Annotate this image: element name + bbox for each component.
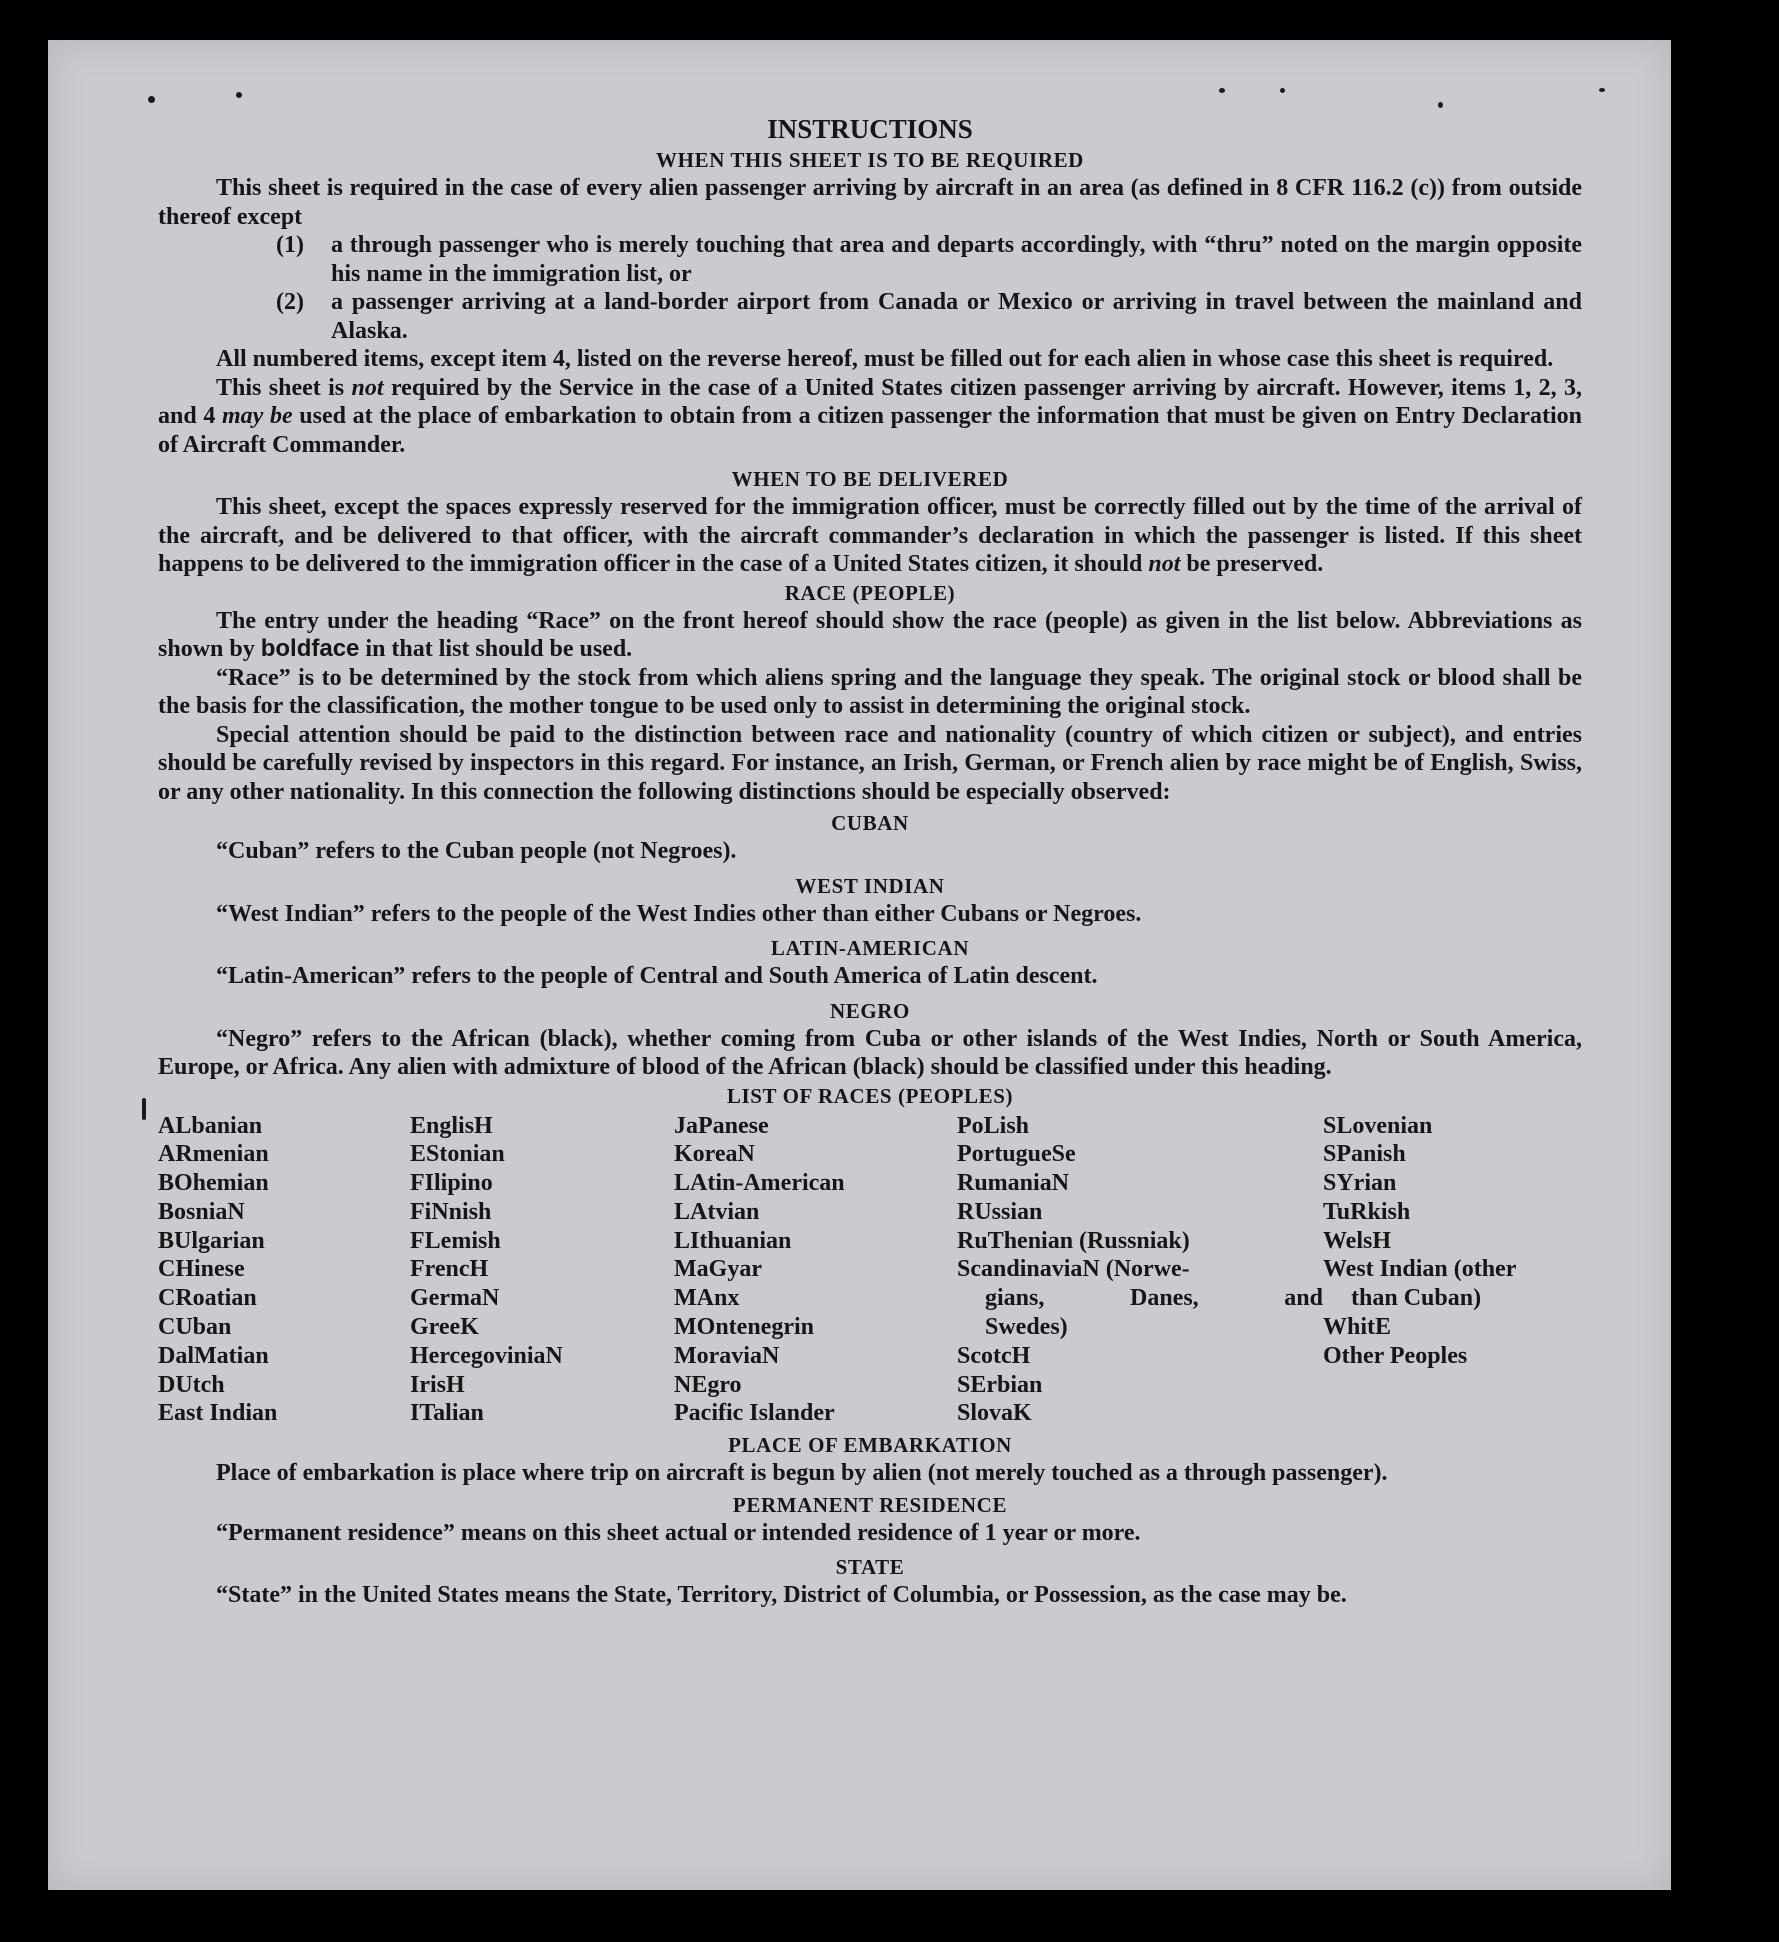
para3-part-c: used at the place of embarkation to obtain from a citizen passenger the information that must be given on Entry Declaration of Aircraft Commander. xyxy=(158,403,1582,458)
exception-item xyxy=(276,231,1582,288)
delivered-not-emphasis: not xyxy=(1148,551,1181,577)
para3-maybe-emphasis: may be xyxy=(222,403,293,429)
para3-part-a: This sheet is xyxy=(216,374,352,401)
exception-text: a passenger arriving at a land-border airport from Canada or Mexico or arriving in travel between the mainland and Alaska. xyxy=(331,289,1582,344)
heading-state: STATE xyxy=(835,1555,905,1580)
race-entry: RumaniaN xyxy=(957,1170,1070,1197)
heading-west-indian: WEST INDIAN xyxy=(795,873,945,898)
race-entry: MAnx xyxy=(674,1285,740,1312)
race-para2: “Race” is to be determined by the stock from which aliens spring and the language they speak. The original stock or blood shall be the basis for the classification, the mother tongue to be used only to assist in determining the original stock. xyxy=(158,664,1582,719)
race-entry: RuThenian (Russniak) xyxy=(957,1227,1190,1254)
race-entry: NEgro xyxy=(674,1371,742,1398)
race-boldface-word: boldface xyxy=(260,635,360,662)
race-para3: Special attention should be paid to the distinction between race and nationality (country of which citizen or subject), and entries should be carefully revised by inspectors in this regard. For instance, an Irish, German, or French alien by race might be of English, Swiss, or any other nationality. In this connection the following distinctions should be especially observed: xyxy=(158,721,1582,805)
scan-speck xyxy=(142,1098,146,1120)
race-entry: FIlipino xyxy=(410,1170,493,1197)
heading-latin-american: LATIN-AMERICAN xyxy=(770,936,970,960)
race-entry: IrisH xyxy=(410,1371,465,1398)
race-entry: FLemish xyxy=(410,1227,501,1254)
instructions-content xyxy=(158,112,1582,1610)
race-entry: DalMatian xyxy=(158,1342,269,1369)
scan-speck xyxy=(148,96,155,103)
when-required-para3 xyxy=(158,374,1582,460)
race-entry: ALbanian xyxy=(158,1112,263,1139)
race-entry: LAtin-American xyxy=(674,1170,845,1197)
heading-place-of-embarkation: PLACE OF EMBARKATION xyxy=(728,1433,1012,1458)
when-required-para2: All numbered items, except item 4, listed on the reverse hereof, must be filled out for each alien in whose case this sheet is required. xyxy=(216,346,1554,372)
race-entry: Pacific Islander xyxy=(674,1400,835,1427)
heading-race: RACE (PEOPLE) xyxy=(784,580,956,605)
race-entry: East Indian xyxy=(158,1400,278,1427)
heading-list-of-races: LIST OF RACES (PEOPLES) xyxy=(726,1083,1014,1108)
race-entry: GreeK xyxy=(410,1314,479,1341)
race-entry: BosniaN xyxy=(158,1198,245,1225)
race-entry: SPanish xyxy=(1323,1141,1406,1168)
latin-american-text: “Latin-American” refers to the people of Central and South America of Latin descent. xyxy=(216,963,1098,989)
cuban-text: “Cuban” refers to the Cuban people (not Negroes). xyxy=(216,838,737,864)
race-entry: GermaN xyxy=(410,1285,500,1312)
race-entry-continued: gians, Danes, and xyxy=(985,1285,1323,1312)
races-column-5 xyxy=(1323,1112,1582,1429)
race-para1 xyxy=(158,607,1582,664)
exception-item xyxy=(276,288,1582,345)
exception-number: (1) xyxy=(276,232,304,258)
race-entry: CRoatian xyxy=(158,1285,257,1312)
negro-text: “Negro” refers to the African (black), whether coming from Cuba or other islands of the West Indies, North or South America, Europe, or Africa. Any alien with admixture of blood of the African (black) should be classified under this heading. xyxy=(158,1025,1582,1080)
delivered-part-a: This sheet, except the spaces expressly reserved for the immigration officer, must be correctly filled out by the time of the arrival of the aircraft, and be delivered to that officer, with the aircraft commander’s declaration in which the passenger is listed. If this sheet happens to be delivered to the immigration officer in the case of a United States citizen, it should xyxy=(158,494,1582,577)
race-entry: HercegoviniaN xyxy=(410,1342,563,1369)
race-entry: West Indian (other xyxy=(1323,1256,1517,1283)
para3-not-emphasis: not xyxy=(351,374,384,401)
race-para1-part-a: The entry under the heading “Race” on the front hereof should show the race (people) as given in the list below. Abbreviations as shown by xyxy=(158,607,1582,662)
document-page xyxy=(48,40,1671,1890)
para3-part-b: required by the Service in the case of a United States citizen passenger arriving by aircraft. However, items 1, 2, 3, and 4 xyxy=(158,374,1583,429)
race-entry: CHinese xyxy=(158,1256,245,1283)
race-entry: ARmenian xyxy=(158,1141,269,1168)
page-title: INSTRUCTIONS xyxy=(767,114,973,144)
when-delivered-text xyxy=(158,493,1582,579)
scan-speck xyxy=(1438,102,1443,108)
race-entry: FrencH xyxy=(410,1256,489,1283)
scan-speck xyxy=(1280,88,1285,93)
race-entry: JaPanese xyxy=(674,1112,769,1139)
scan-speck xyxy=(1599,88,1605,92)
race-entry: KoreaN xyxy=(674,1141,755,1168)
race-entry: WhitE xyxy=(1323,1314,1392,1341)
race-entry: BUlgarian xyxy=(158,1227,265,1254)
race-entry: SErbian xyxy=(957,1371,1043,1398)
races-column-2 xyxy=(410,1112,674,1429)
state-text: “State” in the United States means the State, Territory, District of Columbia, or Possession, as the case may be. xyxy=(216,1582,1347,1609)
race-entry: MoraviaN xyxy=(674,1342,780,1369)
place-of-embarkation-text: Place of embarkation is place where trip on aircraft is begun by alien (not merely touched as a through passenger). xyxy=(216,1460,1388,1487)
race-entry: EStonian xyxy=(410,1141,505,1168)
race-entry: TuRkish xyxy=(1323,1198,1411,1225)
race-entry: MOntenegrin xyxy=(674,1314,814,1341)
races-column-1 xyxy=(158,1112,410,1429)
race-entry: Other Peoples xyxy=(1323,1342,1468,1369)
west-indian-text: “West Indian” refers to the people of the West Indies other than either Cubans or Negroes. xyxy=(216,900,1142,927)
race-entry: ITalian xyxy=(410,1400,484,1427)
heading-permanent-residence: PERMANENT RESIDENCE xyxy=(732,1492,1008,1517)
race-entry: MaGyar xyxy=(674,1256,762,1283)
heading-when-delivered: WHEN TO BE DELIVERED xyxy=(731,467,1009,491)
heading-when-required: WHEN THIS SHEET IS TO BE REQUIRED xyxy=(656,148,1084,172)
exception-number: (2) xyxy=(276,289,304,315)
races-column-4 xyxy=(957,1112,1323,1429)
race-entry: LAtvian xyxy=(674,1198,760,1225)
races-column-3 xyxy=(674,1112,957,1429)
race-entry: PortugueSe xyxy=(957,1141,1076,1168)
race-entry: EnglisH xyxy=(410,1112,493,1139)
race-para1-part-b: in that list should be used. xyxy=(359,636,633,662)
scan-speck xyxy=(236,92,242,98)
race-entry: CUban xyxy=(158,1314,232,1341)
race-entry: DUtch xyxy=(158,1371,225,1398)
delivered-part-b: be preserved. xyxy=(1180,551,1324,577)
scan-speck xyxy=(1219,88,1225,93)
exception-text: a through passenger who is merely touching that area and departs accordingly, with “thru” noted on the margin opposite his name in the immigration list, or xyxy=(331,232,1582,287)
race-entry: LIthuanian xyxy=(674,1227,792,1254)
race-entry-continued: Swedes) xyxy=(985,1314,1068,1341)
race-entry: RUssian xyxy=(957,1198,1043,1225)
permanent-residence-text: “Permanent residence” means on this sheet actual or intended residence of 1 year or more. xyxy=(216,1519,1141,1546)
race-entry: BOhemian xyxy=(158,1170,269,1197)
race-entry: SlovaK xyxy=(957,1400,1032,1427)
races-list xyxy=(158,1112,1582,1429)
when-required-intro: This sheet is required in the case of every alien passenger arriving by aircraft in an area (as defined in 8 CFR 116.2 (c)) from outside thereof except xyxy=(158,175,1582,230)
heading-negro: NEGRO xyxy=(829,998,910,1023)
heading-cuban: CUBAN xyxy=(831,811,909,835)
race-entry: ScandinaviaN (Norwe- xyxy=(957,1256,1190,1283)
race-entry: FiNnish xyxy=(410,1198,492,1225)
race-entry: PoLish xyxy=(957,1112,1030,1139)
race-entry-continued: than Cuban) xyxy=(1351,1285,1482,1312)
race-entry: ScotcH xyxy=(957,1342,1031,1369)
race-entry: SYrian xyxy=(1323,1170,1397,1197)
race-entry: SLovenian xyxy=(1323,1112,1433,1139)
race-entry: WelsH xyxy=(1323,1227,1392,1254)
